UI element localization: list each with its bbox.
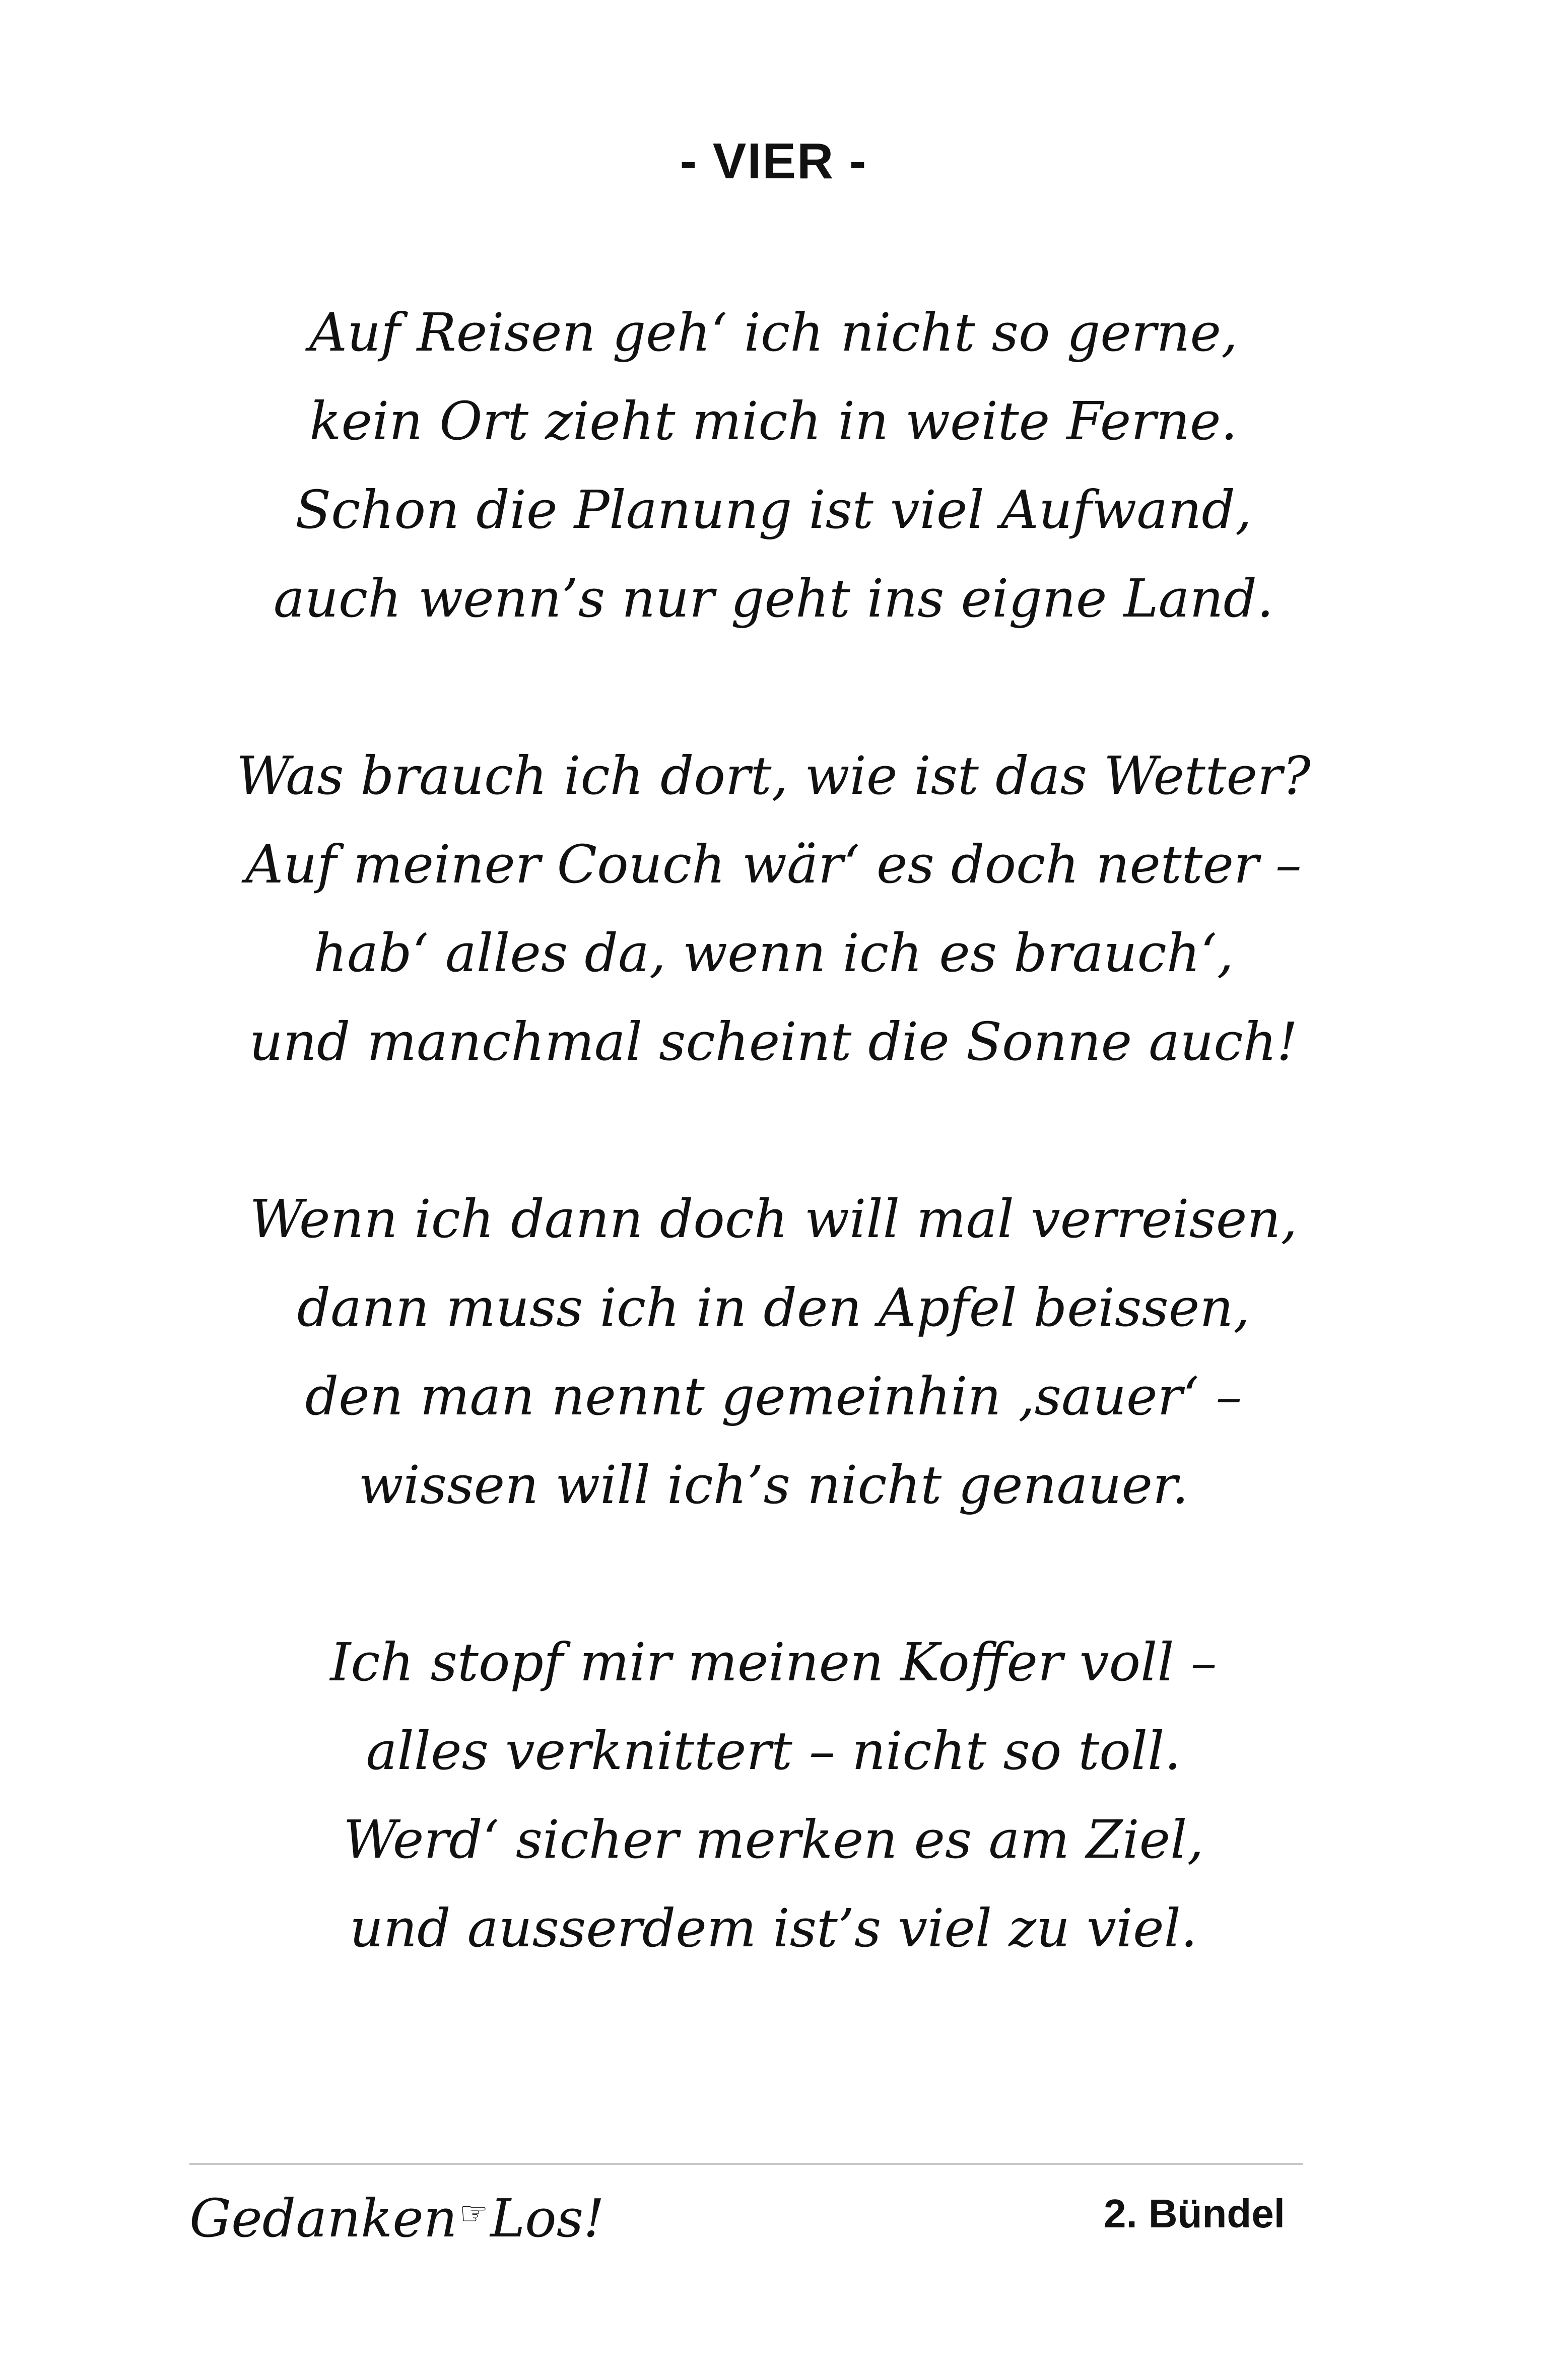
poem-line: dann muss ich in den Apfel beissen, [297, 1277, 1250, 1338]
stanza-2 [0, 731, 1547, 1086]
poem-line: kein Ort zieht mich in weite Ferne. [309, 390, 1238, 452]
poem-line: und ausserdem ist’s viel zu viel. [350, 1897, 1197, 1959]
stanza-4 [0, 1618, 1547, 1973]
poem-line: auch wenn’s nur geht ins eigne Land. [273, 568, 1274, 629]
poem-line: Was brauch ich dort, wie ist das Wetter? [236, 745, 1311, 806]
footer-divider [189, 2163, 1303, 2165]
poem-line: wissen will ich’s nicht genauer. [358, 1454, 1189, 1516]
footer-brand [189, 2181, 604, 2251]
poem-line: Schon die Planung ist viel Aufwand, [295, 479, 1252, 540]
poem-line: und manchmal scheint die Sonne auch! [249, 1011, 1298, 1072]
poem-line: alles verknittert – nicht so toll. [366, 1720, 1181, 1782]
brand-text-part2: Los! [490, 2188, 604, 2249]
poem-line: Wenn ich dann doch will mal verreisen, [249, 1188, 1298, 1250]
poem-line: hab‘ alles da, wenn ich es brauch‘, [313, 922, 1234, 984]
poem-line: Auf meiner Couch wär‘ es doch netter – [245, 834, 1302, 895]
poem-line: den man nennt gemeinhin ‚sauer‘ – [305, 1366, 1242, 1427]
stanza-3 [0, 1175, 1547, 1529]
poem-line: Ich stopf mir meinen Koffer voll – [330, 1631, 1217, 1693]
volume-label: 2. Bündel [1103, 2191, 1285, 2236]
poem-title: - VIER - [680, 133, 867, 189]
stanza-1 [0, 288, 1547, 643]
poem-line: Auf Reisen geh‘ ich nicht so gerne, [309, 302, 1238, 363]
brand-text-part1: Gedanken [189, 2188, 457, 2249]
pointing-hand-icon: ☞ [459, 2195, 489, 2232]
poem-line: Werd‘ sicher merken es am Ziel, [343, 1809, 1204, 1870]
